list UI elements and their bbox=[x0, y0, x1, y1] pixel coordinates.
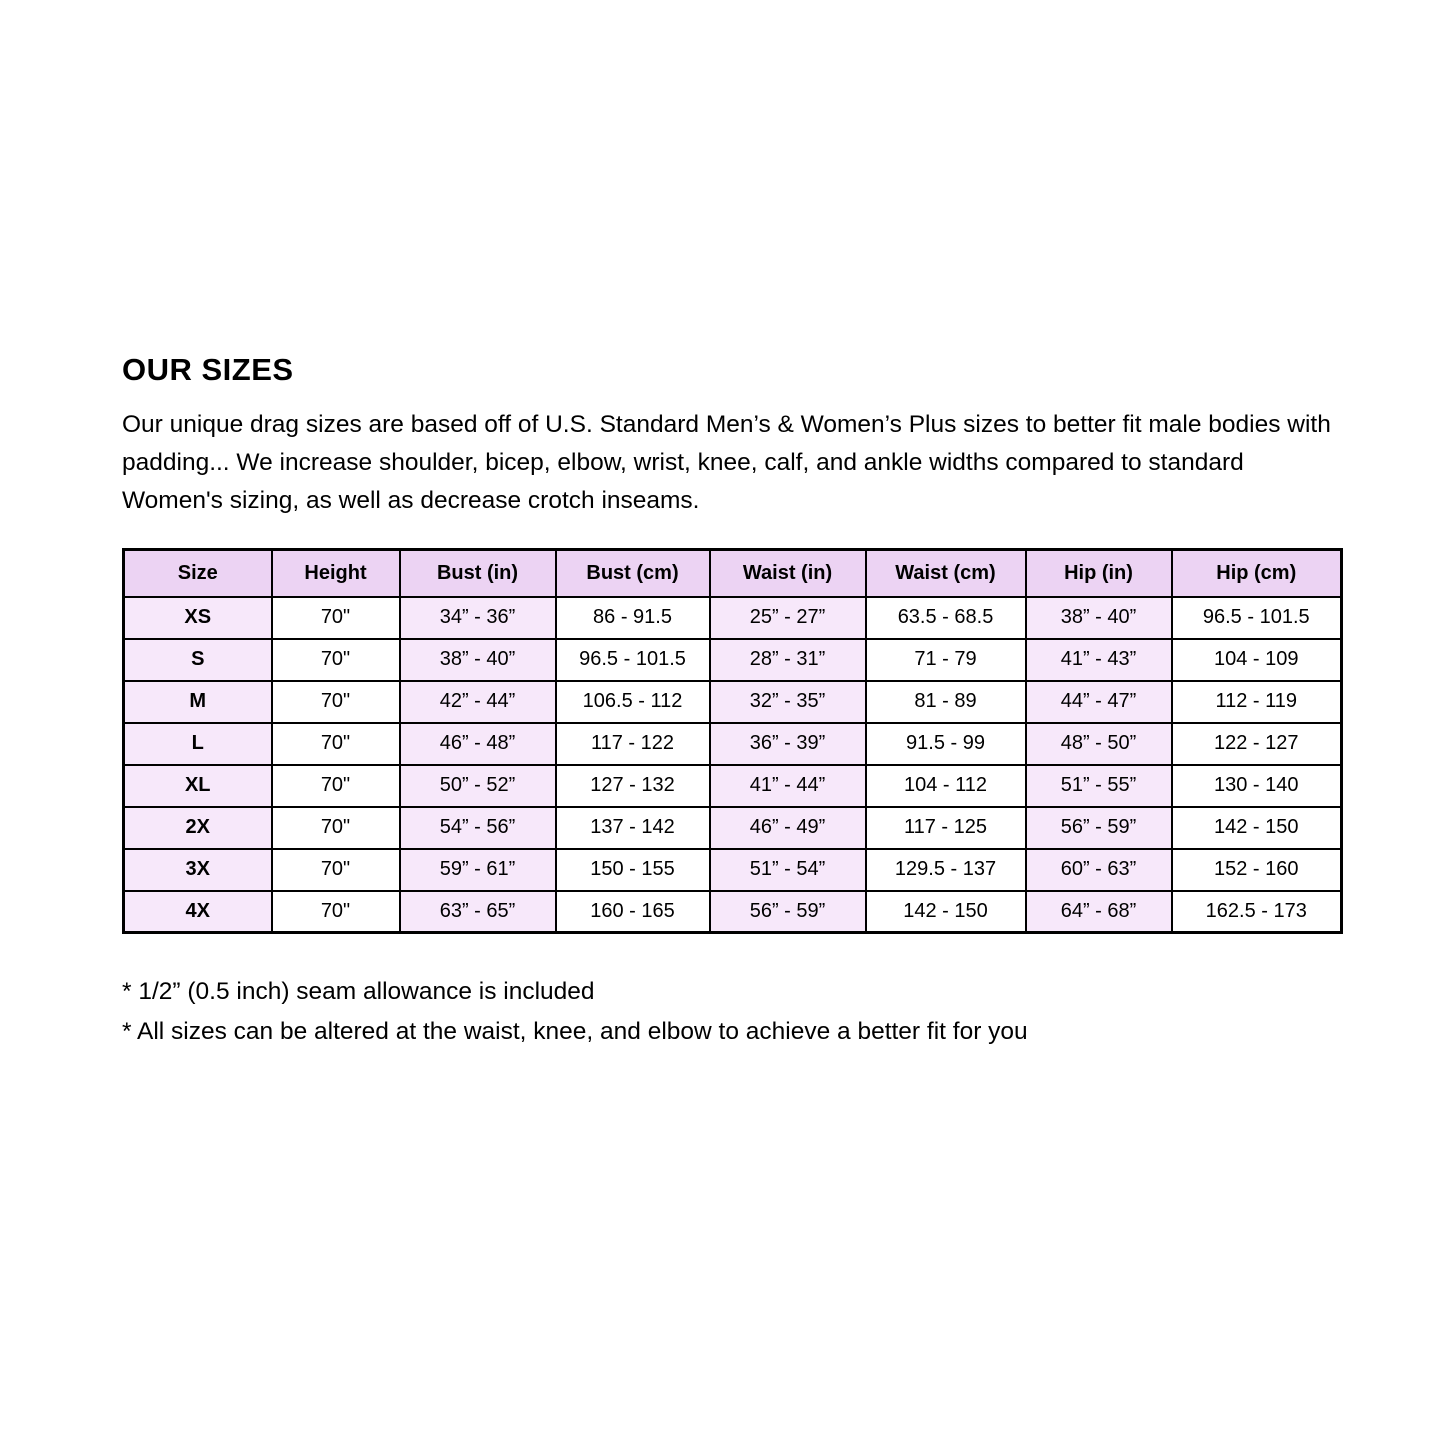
measurement-cell: 34” - 36” bbox=[400, 597, 556, 639]
measurement-cell: 152 - 160 bbox=[1172, 849, 1342, 891]
measurement-cell: 56” - 59” bbox=[710, 891, 866, 933]
measurement-cell: 70" bbox=[272, 849, 400, 891]
measurement-cell: 71 - 79 bbox=[866, 639, 1026, 681]
measurement-cell: 60” - 63” bbox=[1026, 849, 1172, 891]
page-title: OUR SIZES bbox=[122, 352, 294, 387]
measurement-cell: 46” - 48” bbox=[400, 723, 556, 765]
measurement-cell: 70" bbox=[272, 891, 400, 933]
measurement-cell: 63.5 - 68.5 bbox=[866, 597, 1026, 639]
column-header: Size bbox=[124, 550, 272, 597]
measurement-cell: 129.5 - 137 bbox=[866, 849, 1026, 891]
measurement-cell: 25” - 27” bbox=[710, 597, 866, 639]
measurement-cell: 28” - 31” bbox=[710, 639, 866, 681]
size-cell: XS bbox=[124, 597, 272, 639]
column-header: Hip (cm) bbox=[1172, 550, 1342, 597]
table-row bbox=[124, 849, 1342, 891]
measurement-cell: 51” - 54” bbox=[710, 849, 866, 891]
measurement-cell: 137 - 142 bbox=[556, 807, 710, 849]
measurement-cell: 160 - 165 bbox=[556, 891, 710, 933]
measurement-cell: 106.5 - 112 bbox=[556, 681, 710, 723]
measurement-cell: 41” - 44” bbox=[710, 765, 866, 807]
measurement-cell: 104 - 109 bbox=[1172, 639, 1342, 681]
measurement-cell: 117 - 125 bbox=[866, 807, 1026, 849]
measurement-cell: 70" bbox=[272, 765, 400, 807]
measurement-cell: 38” - 40” bbox=[400, 639, 556, 681]
table-row bbox=[124, 639, 1342, 681]
footnote-seam-allowance: * 1/2” (0.5 inch) seam allowance is included bbox=[122, 978, 595, 1005]
measurement-cell: 50” - 52” bbox=[400, 765, 556, 807]
measurement-cell: 70" bbox=[272, 807, 400, 849]
measurement-cell: 127 - 132 bbox=[556, 765, 710, 807]
measurement-cell: 48” - 50” bbox=[1026, 723, 1172, 765]
measurement-cell: 142 - 150 bbox=[1172, 807, 1342, 849]
table-row bbox=[124, 765, 1342, 807]
measurement-cell: 59” - 61” bbox=[400, 849, 556, 891]
table-row bbox=[124, 723, 1342, 765]
column-header: Waist (cm) bbox=[866, 550, 1026, 597]
size-cell: 4X bbox=[124, 891, 272, 933]
measurement-cell: 70" bbox=[272, 639, 400, 681]
column-header: Bust (cm) bbox=[556, 550, 710, 597]
measurement-cell: 44” - 47” bbox=[1026, 681, 1172, 723]
column-header: Height bbox=[272, 550, 400, 597]
measurement-cell: 86 - 91.5 bbox=[556, 597, 710, 639]
measurement-cell: 36” - 39” bbox=[710, 723, 866, 765]
measurement-cell: 70" bbox=[272, 597, 400, 639]
measurement-cell: 38” - 40” bbox=[1026, 597, 1172, 639]
table-row bbox=[124, 597, 1342, 639]
table-row bbox=[124, 681, 1342, 723]
size-table-header-row bbox=[124, 550, 1342, 597]
measurement-cell: 142 - 150 bbox=[866, 891, 1026, 933]
measurement-cell: 91.5 - 99 bbox=[866, 723, 1026, 765]
measurement-cell: 117 - 122 bbox=[556, 723, 710, 765]
size-table-body bbox=[124, 597, 1342, 933]
measurement-cell: 130 - 140 bbox=[1172, 765, 1342, 807]
size-cell: 2X bbox=[124, 807, 272, 849]
size-cell: L bbox=[124, 723, 272, 765]
measurement-cell: 70" bbox=[272, 681, 400, 723]
size-cell: S bbox=[124, 639, 272, 681]
measurement-cell: 56” - 59” bbox=[1026, 807, 1172, 849]
measurement-cell: 112 - 119 bbox=[1172, 681, 1342, 723]
measurement-cell: 162.5 - 173 bbox=[1172, 891, 1342, 933]
size-cell: XL bbox=[124, 765, 272, 807]
size-chart-table bbox=[122, 548, 1343, 934]
column-header: Waist (in) bbox=[710, 550, 866, 597]
measurement-cell: 104 - 112 bbox=[866, 765, 1026, 807]
measurement-cell: 42” - 44” bbox=[400, 681, 556, 723]
measurement-cell: 122 - 127 bbox=[1172, 723, 1342, 765]
size-cell: M bbox=[124, 681, 272, 723]
measurement-cell: 96.5 - 101.5 bbox=[1172, 597, 1342, 639]
table-row bbox=[124, 891, 1342, 933]
measurement-cell: 46” - 49” bbox=[710, 807, 866, 849]
column-header: Hip (in) bbox=[1026, 550, 1172, 597]
footnotes bbox=[122, 972, 1340, 1052]
size-cell: 3X bbox=[124, 849, 272, 891]
measurement-cell: 51” - 55” bbox=[1026, 765, 1172, 807]
measurement-cell: 81 - 89 bbox=[866, 681, 1026, 723]
size-guide-section bbox=[122, 0, 1340, 1052]
measurement-cell: 54” - 56” bbox=[400, 807, 556, 849]
measurement-cell: 64” - 68” bbox=[1026, 891, 1172, 933]
footnote-alterations: * All sizes can be altered at the waist, knee, and elbow to achieve a better fit for you bbox=[122, 1018, 1028, 1045]
measurement-cell: 41” - 43” bbox=[1026, 639, 1172, 681]
measurement-cell: 96.5 - 101.5 bbox=[556, 639, 710, 681]
measurement-cell: 32” - 35” bbox=[710, 681, 866, 723]
table-row bbox=[124, 807, 1342, 849]
intro-paragraph: Our unique drag sizes are based off of U.S. Standard Men’s & Women’s Plus sizes to better fit male bodies with padding... We increase shoulder, bicep, elbow, wrist, knee, calf, and ankle widths compared to standard Women's sizing, as well as decrease crotch inseams. bbox=[122, 411, 1331, 514]
measurement-cell: 63” - 65” bbox=[400, 891, 556, 933]
measurement-cell: 70" bbox=[272, 723, 400, 765]
size-table-head bbox=[124, 550, 1342, 597]
measurement-cell: 150 - 155 bbox=[556, 849, 710, 891]
column-header: Bust (in) bbox=[400, 550, 556, 597]
